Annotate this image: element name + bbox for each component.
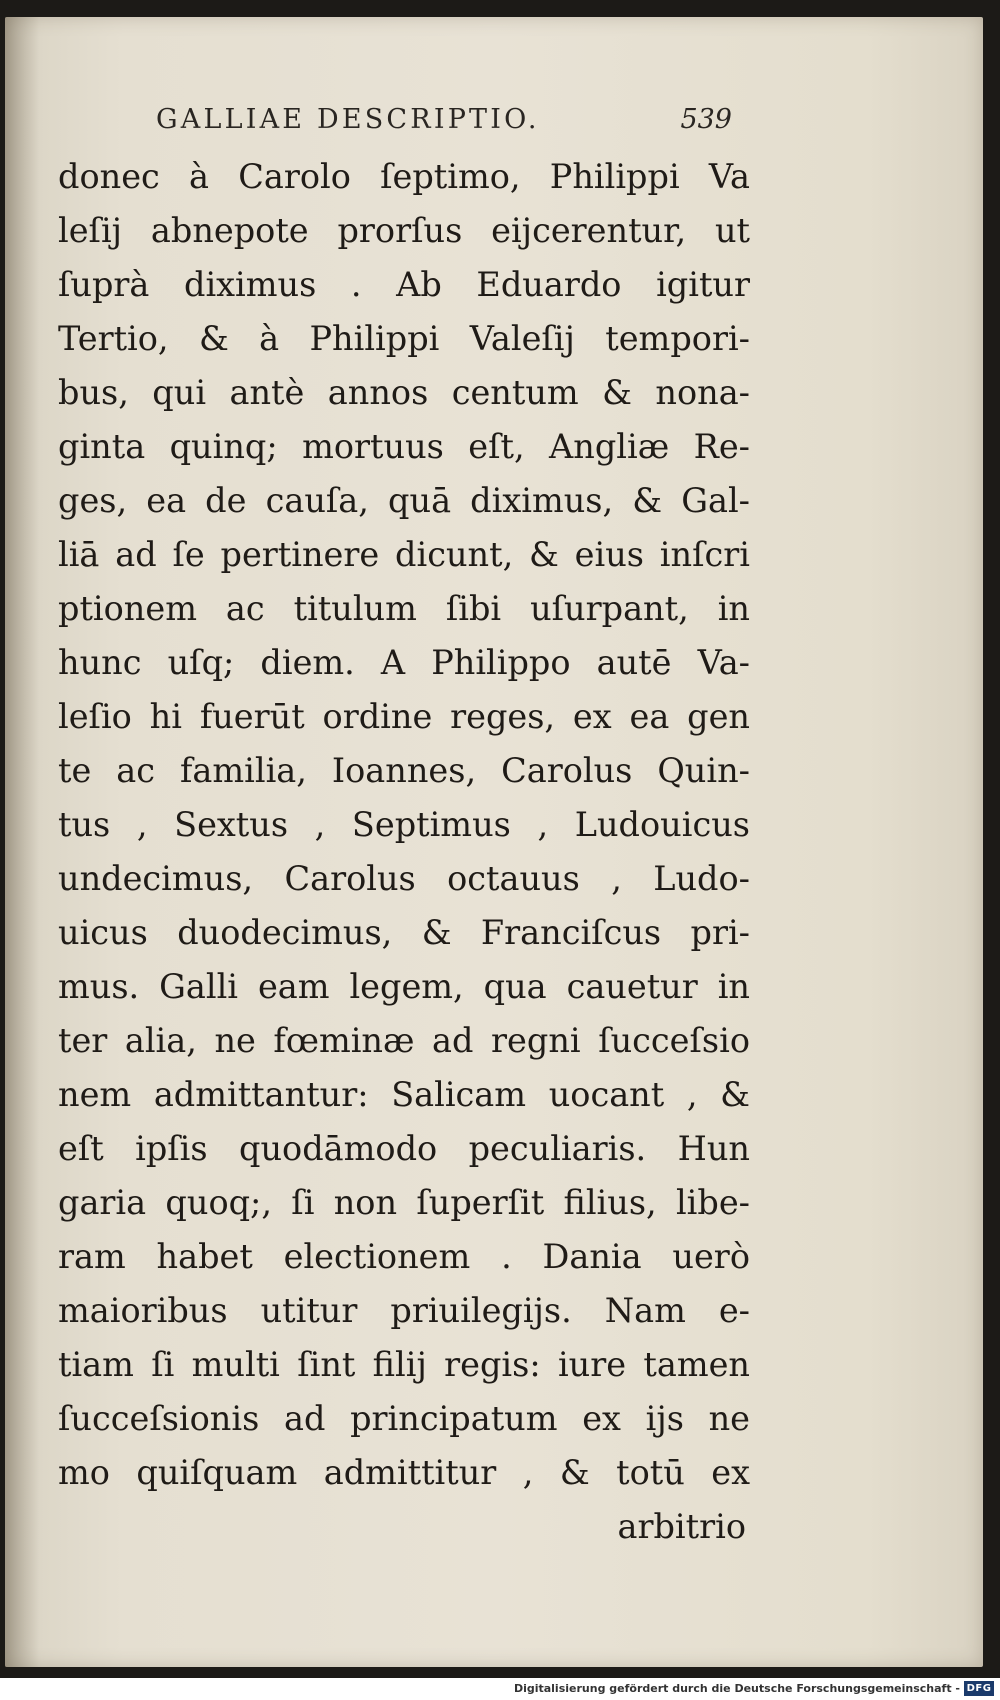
text-line: ges, ea de cauſa, quā diximus, & Gal- [58, 481, 750, 520]
text-line: donec à Carolo ſeptimo, Philippi Va [58, 157, 750, 196]
text-line: garia quoq;, ſi non ſuperſit filius, libe- [58, 1183, 750, 1222]
text-line: tus , Sextus , Septimus , Ludouicus [58, 805, 750, 844]
text-line: eſt ipſis quodāmodo peculiaris. Hun [58, 1129, 750, 1168]
running-title: GALLIAE DESCRIPTIO. [156, 104, 540, 135]
dfg-logo: DFG [964, 1681, 994, 1696]
funding-credit: Digitalisierung gefördert durch die Deutsche Forschungsgemeinschaft - [513, 1682, 960, 1695]
text-line: ter alia, ne fœminæ ad regni ſucceſsio [58, 1021, 750, 1060]
text-line: ginta quinq; mortuus eſt, Angliæ Re- [58, 427, 750, 466]
text-line: mo quiſquam admittitur , & totū ex [58, 1453, 750, 1492]
text-line: undecimus, Carolus octauus , Ludo- [58, 859, 750, 898]
text-line: nem admittantur: Salicam uocant , & [58, 1075, 750, 1114]
page-number: 539 [680, 104, 732, 135]
catchword: arbitrio [617, 1507, 746, 1546]
text-line: maioribus utitur priuilegijs. Nam e- [58, 1291, 750, 1330]
text-line: leſio hi fuerūt ordine reges, ex ea gen [58, 697, 750, 736]
text-line: hunc uſq; diem. A Philippo autē Va- [58, 643, 750, 682]
text-line: tiam ſi multi ſint filij regis: iure tamen [58, 1345, 750, 1384]
text-line: bus, qui antè annos centum & nona- [58, 373, 750, 412]
text-line: liā ad ſe pertinere dicunt, & eius inſcri [58, 535, 750, 574]
text-line: ſucceſsionis ad principatum ex ijs ne [58, 1399, 750, 1438]
footer-strip [0, 1678, 1000, 1700]
running-head [150, 104, 740, 144]
text-line: mus. Galli eam legem, qua cauetur in [58, 967, 750, 1006]
text-line: te ac familia, Ioannes, Carolus Quin- [58, 751, 750, 790]
text-line: ram habet electionem . Dania uerò [58, 1237, 750, 1276]
text-line: ptionem ac titulum ſibi uſurpant, in [58, 589, 750, 628]
text-line: leſij abnepote prorſus eijcerentur, ut [58, 211, 750, 250]
spine-shadow [5, 17, 39, 1667]
text-line: Tertio, & à Philippi Valeſij tempori- [58, 319, 750, 358]
text-line: ſuprà diximus . Ab Eduardo igitur [58, 265, 750, 304]
text-line: uicus duodecimus, & Franciſcus pri- [58, 913, 750, 952]
text-block [58, 150, 750, 1554]
